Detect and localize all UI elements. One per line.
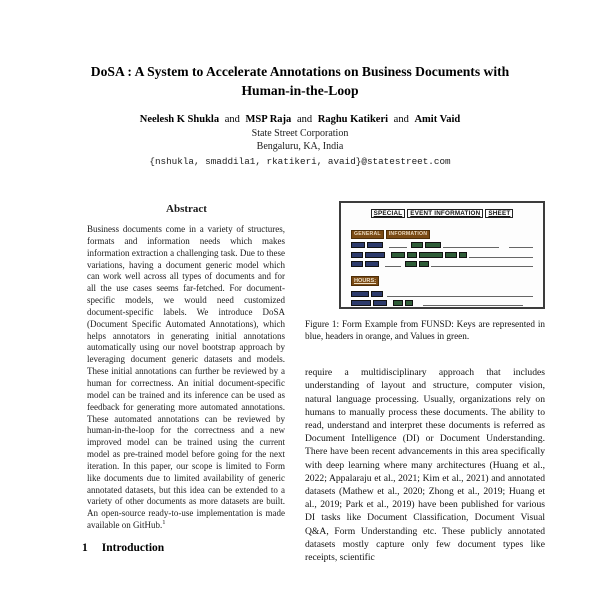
affiliation [0, 127, 600, 153]
form-field-row [351, 291, 533, 297]
abstract-text: Business documents come in a variety of structures, formats and information needs which makes information extraction a challenging task. Due to these variations, having a document generic model which can work well across all types of documents and for all the use cases seems far-fetched. For document-specific models, we would need customized document-specific labels. We introduce DoSA (Document Specific Automated Annotations), which helps annotators in generating initial annotations automatically using our novel bootstrap approach by leveraging document generic datasets and models. These initial annotations can further be reviewed by a human for correctness. An initial document-specific model can be trained and its inference can be used as feedback for generating more automated annotations. These automated annotations can be reviewed by human-in-the-loop for the correctness and a new improved model can be trained using the current model as pre-trained model before going for the next iteration. In this paper, our scope is limited to Form like documents due to limited availability of generic annotated datasets, but this idea can be extended to a variety of other documents as more datasets are built. An open-source ready-to-use implementation is made available on GitHub. [87, 224, 285, 531]
field-line [385, 261, 401, 267]
value-block [405, 300, 413, 306]
value-block [459, 252, 467, 258]
form-field-row [351, 300, 533, 306]
paper-header [0, 62, 600, 167]
form-header-box: GENERAL [351, 230, 384, 239]
value-block [425, 242, 441, 248]
field-line [431, 261, 533, 267]
form-field-row [351, 252, 533, 258]
author-line [0, 114, 600, 125]
paper-title: DoSA : A System to Accelerate Annotations on Business Documents with Human-in-the-Loop [90, 64, 510, 98]
affiliation-org: State Street Corporation [251, 128, 349, 139]
form-title-box: EVENT INFORMATION [407, 209, 483, 218]
author-name: Amit Vaid [414, 114, 461, 125]
value-block [445, 252, 457, 258]
author-separator: and [393, 114, 409, 125]
key-block [351, 242, 365, 248]
form-title [341, 209, 543, 218]
author-name: Neelesh K Shukla [139, 114, 220, 125]
right-column [305, 201, 545, 574]
author-separator: and [224, 114, 240, 125]
form-header-general-information [351, 230, 543, 239]
field-line [443, 242, 499, 248]
key-block [351, 300, 371, 306]
section-heading-introduction [82, 542, 296, 554]
section-number: 1 [82, 541, 88, 554]
figure-1-form-image [339, 201, 545, 309]
form-header-hours: HOURS: [351, 276, 379, 286]
field-line [389, 242, 407, 248]
section-title: Introduction [101, 541, 165, 554]
affiliation-city: Bengaluru, KA, India [256, 141, 344, 152]
value-block [411, 242, 423, 248]
key-block [365, 252, 385, 258]
author-name: MSP Raja [245, 114, 292, 125]
field-line [423, 300, 523, 306]
key-block [371, 291, 383, 297]
key-block [351, 252, 363, 258]
key-block [367, 242, 383, 248]
value-block [407, 252, 417, 258]
author-name: Raghu Katikeri [317, 114, 389, 125]
author-separator: and [296, 114, 313, 125]
form-title-box: SPECIAL [371, 209, 406, 218]
field-line [509, 242, 533, 248]
field-line [387, 291, 533, 297]
abstract-body [77, 224, 296, 532]
value-block [419, 261, 429, 267]
key-block [373, 300, 387, 306]
value-block [391, 252, 405, 258]
field-line [469, 252, 533, 258]
email-line: {nshukla, smaddila1, rkatikeri, avaid}@statestreet.com [149, 156, 451, 167]
intro-paragraph: require a multidisciplinary approach that includes understanding of layout and structure, computer vision, natural language processing. Usually, organizations rely on humans to manually process these documents. The ability to read, understand and interpret these documents is referred as Document Intelligence (DI) or Document Understanding. There have been recent advancements in this area specifically with deep learning where many architectures (Huang et al., 2022; Appalaraju et al., 2021; Kim et al., 2021) and annotated datasets (Mathew et al., 2020; Zhong et al., 2019; Huang et al., 2019; Park et al., 2019) have been published for various DI tasks like Document Classification, Document Visual Q&A, Form Understanding etc. These publicly annotated datasets mostly capture only few document types like receipts, scientific [305, 367, 545, 564]
form-header-box: INFORMATION [386, 230, 430, 239]
value-block [419, 252, 443, 258]
left-column [77, 203, 296, 554]
form-title-box: SHEET [485, 209, 513, 218]
footnote-marker: 1 [162, 519, 166, 527]
value-block [405, 261, 417, 267]
key-block [351, 291, 369, 297]
form-field-row [351, 242, 533, 248]
figure-caption: Figure 1: Form Example from FUNSD: Keys are represented in blue, headers in orange, and Values in green. [305, 319, 545, 341]
value-block [393, 300, 403, 306]
abstract-heading: Abstract [166, 203, 207, 215]
